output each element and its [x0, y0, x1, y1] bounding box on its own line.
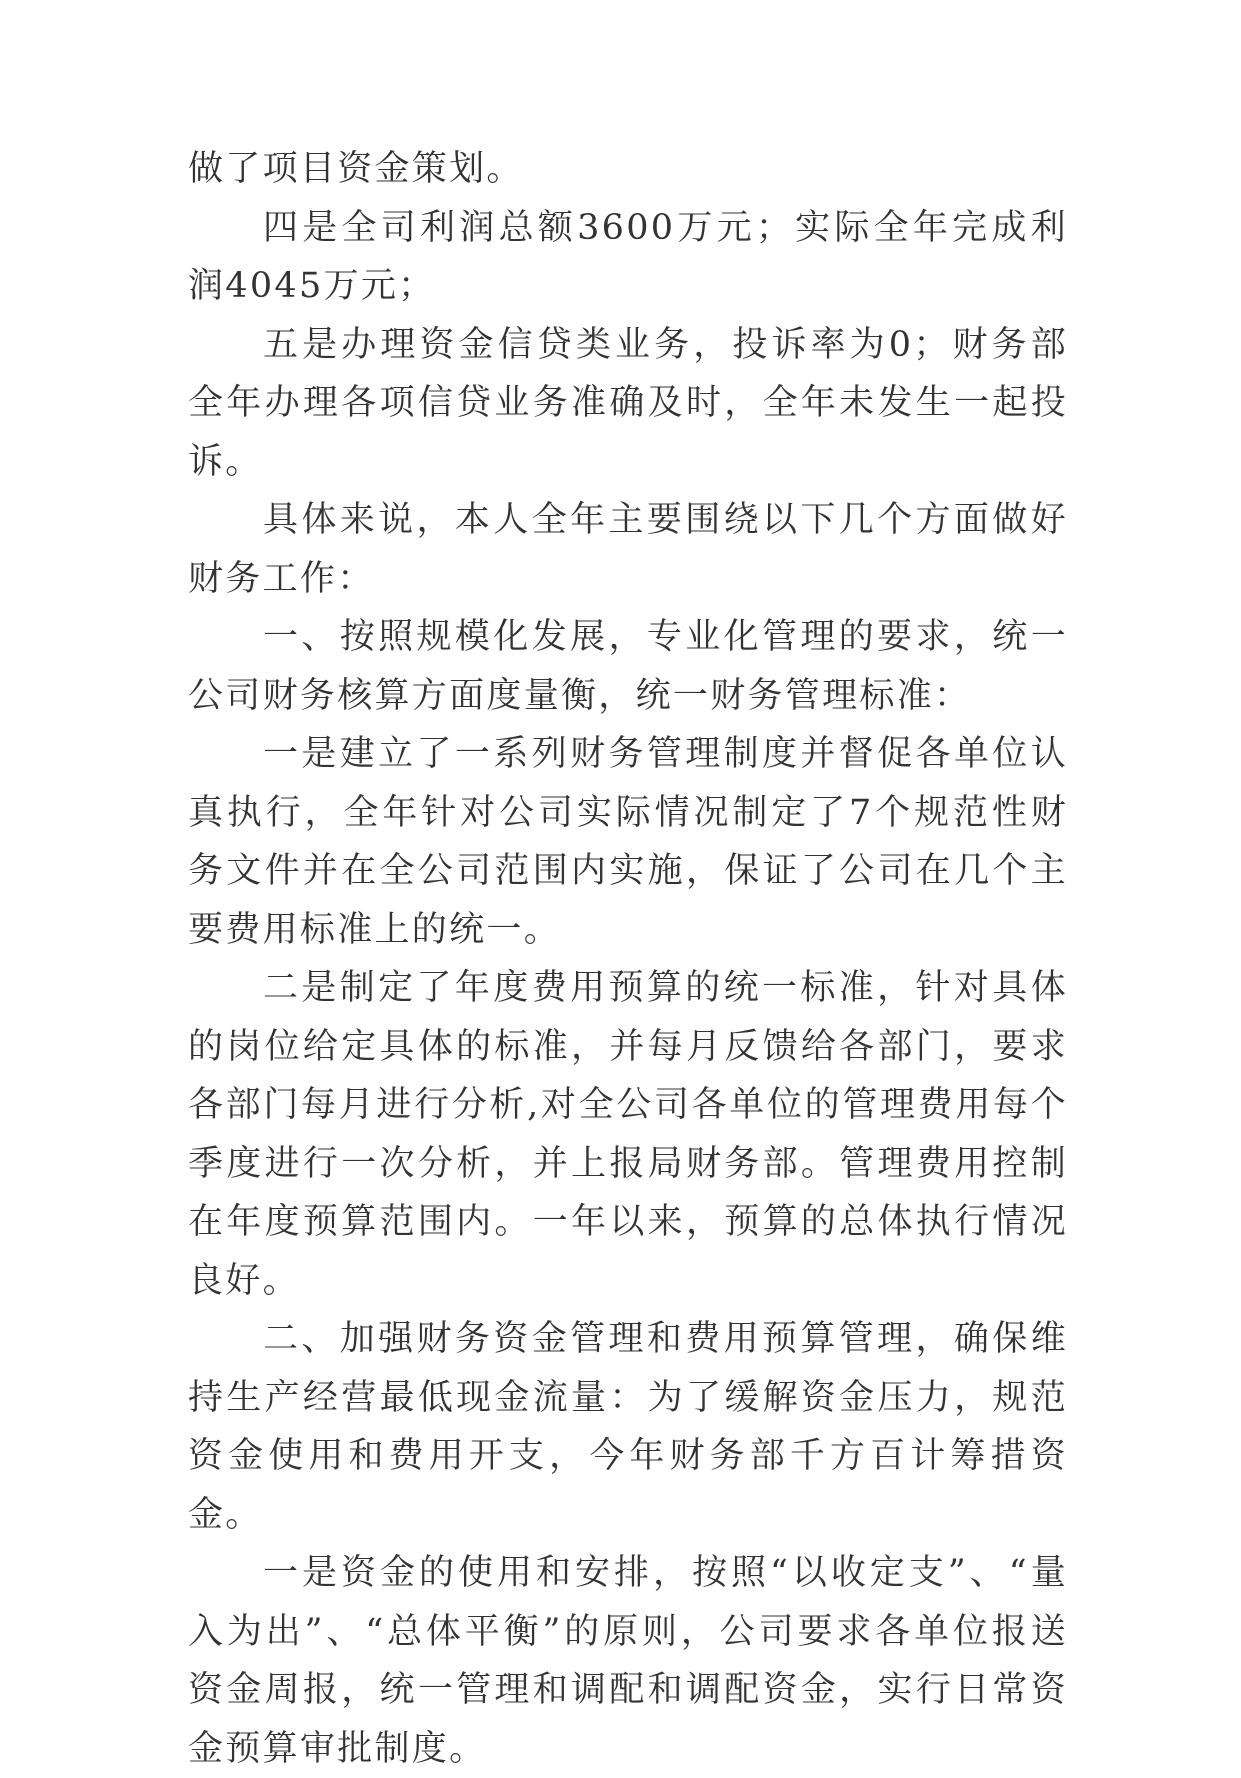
paragraph: 一、按照规模化发展，专业化管理的要求，统一公司财务核算方面度量衡，统一财务管理标准：: [188, 617, 1068, 716]
paragraph: 四是全司利润总额3600万元；实际全年完成利润4045万元；: [188, 207, 1068, 306]
document-body: [188, 140, 1068, 1778]
paragraph: 一是建立了一系列财务管理制度并督促各单位认真执行，全年针对公司实际情况制定了7个规范性财务文件并在全公司范围内实施，保证了公司在几个主要费用标准上的统一。: [188, 734, 1068, 950]
paragraph: 一是资金的使用和安排，按照“以收定支”、“量入为出”、“总体平衡”的原则，公司要求各单位报送资金周报，统一管理和调配和调配资金，实行日常资金预算审批制度。: [188, 1553, 1068, 1769]
paragraph: 五是办理资金信贷类业务，投诉率为0；财务部全年办理各项信贷业务准确及时，全年未发生一起投诉。: [188, 324, 1068, 482]
paragraph: 做了项目资金策划。: [188, 149, 524, 189]
paragraph: 二是制定了年度费用预算的统一标准，针对具体的岗位给定具体的标准，并每月反馈给各部门，要求各部门每月进行分析,对全公司各单位的管理费用每个季度进行一次分析，并上报局财务部。管理费用控制在年度预算范围内。一年以来，预算的总体执行情况良好。: [188, 968, 1068, 1301]
paragraph: 二、加强财务资金管理和费用预算管理，确保维持生产经营最低现金流量：为了缓解资金压力，规范资金使用和费用开支，今年财务部千方百计筹措资金。: [188, 1319, 1068, 1535]
paragraph: 具体来说，本人全年主要围绕以下几个方面做好财务工作：: [188, 500, 1068, 599]
